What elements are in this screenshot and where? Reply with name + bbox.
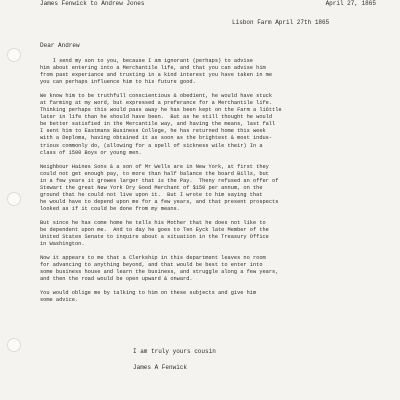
letter-body [40,58,370,311]
paragraph: You would oblige me by talking to him on these subjects and give him some advice. [40,290,257,304]
paragraph: But since he has come home he tells his Mother that he does not like to be dependent upon me. And to day he goes to Ten Eyck late Member of the United States Senate to inquire about a situation in the Treasury Office in Washington. [40,219,269,248]
document-header [40,0,376,32]
salutation: Dear Andrew [40,42,80,49]
punch-hole [7,48,21,62]
paragraph: I send my son to you, because I am ignorant (perhaps) to advise him about entering into a Merchantile life, and that you can advise him from past experiance and trusting in a kind interest you have taken in me you can perhaps influence him to his future good. [40,58,273,86]
signature-line: James A Fenwick [133,364,188,371]
letter-dateline: Lisbon Farm April 27th 1865 [232,19,330,26]
punch-hole [7,192,21,206]
closing-line: I am truly yours cousin [133,348,216,355]
document-date: April 27, 1865 [325,0,376,7]
paragraph: We know him to be truthfull conscientious & obedient, he would have stuck at farming at my word, but expressed a preferance for a Merchantile life. Thinking perhaps this would pass away he has been kept on the Farm a li6ttle later in life than he should have been. But as he still thought he would be better satisfied in the Mercantile way, and having the means, last fall I sent him to Eastmans Business College, he has returned home this week with a Deploma, having obtained it as soon as the brightest & most indus- trious commonly do, (allowing for a spell of sickness wile their) In a class of 1500 Boys or young men. [40,93,282,156]
paragraph: Now it appears to me that a Clerkship in this department leaves no room for advancing to anything beyond, and that would be best to enter into some business house and learn the business, and struggle along a few years, and then the road would be open upward & onward. [40,255,279,283]
paragraph: Neighbour Haines Sons & a son of Mr Wells are in New York, at first they could not get enough pay, to more than half balance the board Bills, but in a few years it growes larger that is the Pay. Theny refused an offer of Stewart the great New York Dry Good Merchant of $150 per annum, on the ground that he could not live upon it. But I wrote to him saying that he would have to depend upon me for a few years, and that present prospects looked as if it could be done from my means. [40,163,279,212]
punch-hole [7,338,21,352]
document-title: James Fenwick to Andrew Jones [40,0,145,7]
